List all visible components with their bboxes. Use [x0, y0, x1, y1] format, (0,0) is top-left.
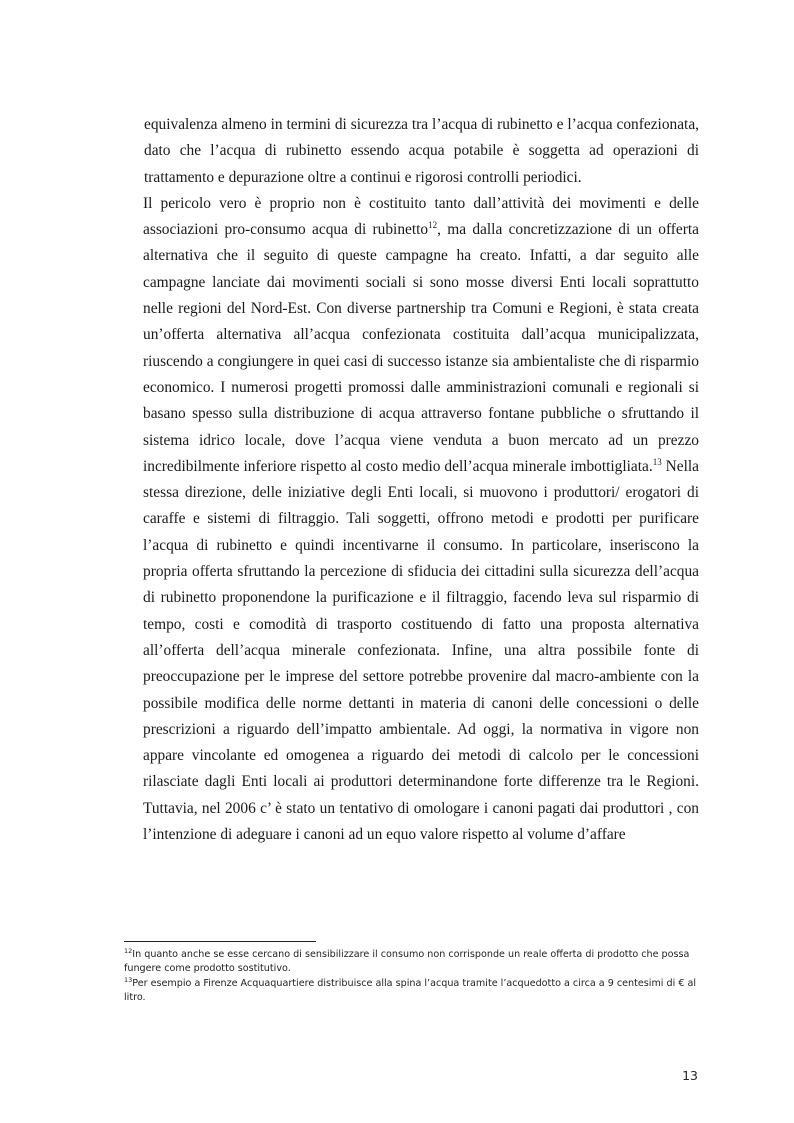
footnote-12	[124, 948, 702, 977]
footnote-text: Per esempio a Firenze Acquaquartiere distribuisce alla spina l’acqua tramite l’acquedotto a circa a 9 centesimi di € al litro.	[124, 977, 697, 1004]
body-text	[144, 112, 699, 848]
footnote-ref-13[interactable]: 13	[652, 456, 662, 467]
footnote-number: 13	[124, 975, 133, 984]
paragraph-text: Nella stessa direzione, delle iniziative degli Enti locali, si muovono i produttori/ erogatori di caraffe e sistemi di filtraggio. Tali soggetti, offrono metodi e prodotti per purificare l’acqua di rubinetto e quindi incentivarne il consumo. In particolare, inseriscono la propria offerta sfruttando la percezione di sfiducia dei cittadini sulla sicurezza dell’acqua di rubinetto proponendone la purificazione e il filtraggio, facendo leva sul risparmio di tempo, costi e comodità di trasporto costituendo di fatto una proposta alternativa all’offerta dell’acqua minerale confezionata. Infine, una altra possibile fonte di preoccupazione per le imprese del settore potrebbe provenire dal macro-ambiente con la possibile modifica delle norme dettanti in materia di canoni delle concessioni o delle prescrizioni a riguardo dell’impatto ambientale. Ad oggi, la normativa in vigore non appare vincolante ed omogenea a riguardo dei metodi di calcolo per le concessioni rilasciate dagli Enti locali ai produttori determinandone forte differenze tra le Regioni. Tuttavia, nel 2006 c’ è stato un tentativo di omologare i canoni pagati dai produttori , con l’intenzione di adeguare i canoni ad un equo valore rispetto al volume d’affare	[143, 457, 699, 844]
footnote-text: In quanto anche se esse cercano di sensibilizzare il consumo non corrisponde un reale offerta di prodotto che possa fungere come prodotto sostitutivo.	[124, 949, 690, 975]
page-number: 13	[682, 1068, 698, 1083]
paragraph	[143, 191, 699, 848]
footnote-number: 12	[124, 946, 133, 955]
paragraph	[144, 112, 699, 191]
paragraph-text: , ma dalla concretizzazione di un offerta alternativa che il seguito di queste campagne ha creato. Infatti, a dar seguito alle campagne lanciate dai movimenti sociali si sono mosse diversi Enti locali soprattutto nelle regioni del Nord-Est. Con diverse partnership tra Comuni e Regioni, è stata creata un’offerta alternativa all’acqua confezionata costituita dall’acqua municipalizzata, riuscendo a congiungere in quei casi di successo istanze sia ambientaliste che di risparmio economico. I numerosi progetti promossi dalle amministrazioni comunali e regionali si basano spesso sulla distribuzione di acqua attraverso fontane pubbliche o sfruttando il sistema idrico locale, dove l’acqua viene venduta a buon mercato ad un prezzo incredibilmente inferiore rispetto al costo medio dell’acqua minerale imbottigliata.	[143, 221, 699, 475]
paragraph-text: Il pericolo vero è proprio non è costituito tanto dall’attività dei movimenti e delle associazioni pro-consumo acqua di rubinetto	[143, 194, 699, 239]
paragraph-text: equivalenza almeno in termini di sicurezza tra l’acqua di rubinetto e l’acqua confezionata, dato che l’acqua di rubinetto essendo acqua potabile è soggetta ad operazioni di trattamento e depurazione oltre a continui e rigorosi controlli periodici.	[144, 116, 699, 186]
footnote-ref-12[interactable]: 12	[428, 220, 438, 231]
footnotes	[124, 948, 702, 1006]
footnote-13	[124, 977, 702, 1006]
footnote-separator	[124, 941, 316, 942]
